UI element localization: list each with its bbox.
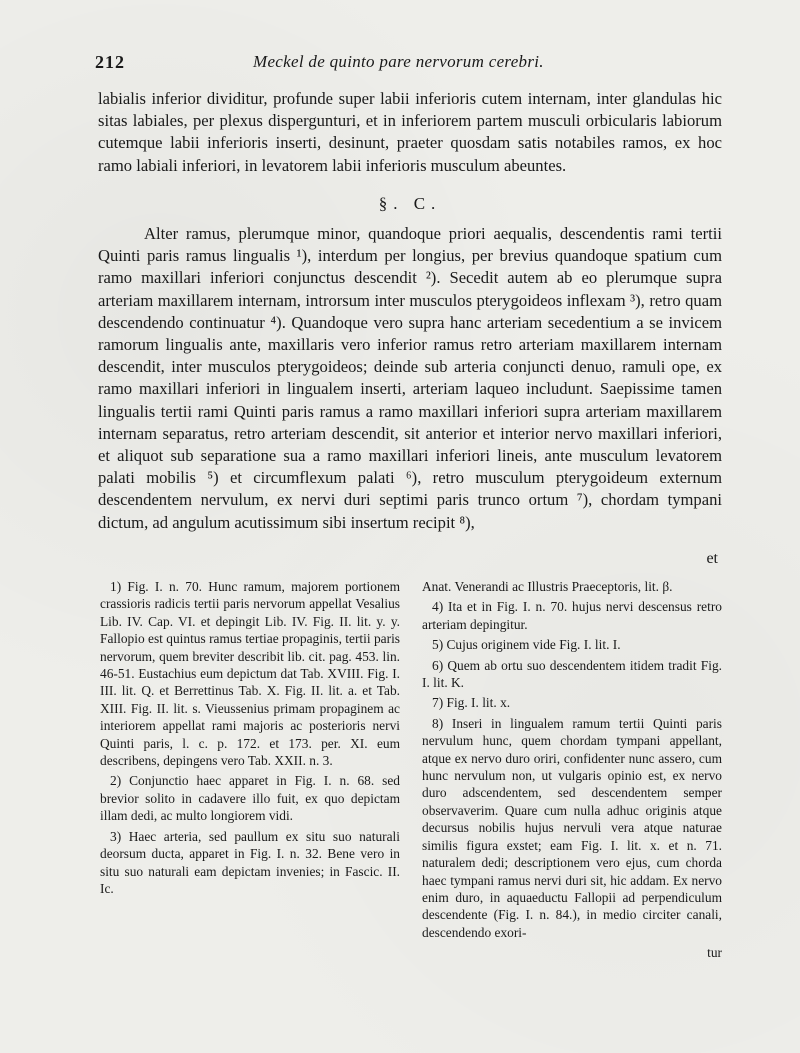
paragraph-2: Alter ramus, plerumque minor, quandoque priori aequalis, descendentis rami tertii Quinti paris ramus lingualis ¹), interdum per longius, per brevius quandoque spatium cum ramo maxillari inferiori conjunctus descendit ²). Secedit autem ab eo plerumque supra arteriam maxillarem internam, introrsum inter musculos pterygoideos inflexam ³), retro quam descendendo continuatur ⁴). Quandoque vero supra hanc arteriam secedentium a se invicem ramorum lingualis ante, maxillaris vero inferior ramus retro arteriam maxillarem internam descendit, inter musculos pterygoideos; deinde sub arteria conjuncti denuo, ramuli ope, ex ramo maxillari inferiori in lingualem inserti, arteriam laqueo includunt. Saepissime tamen lingualis tertii rami Quinti paris ramus a ramo maxillari inferiori supra arteriam maxillarem internam separatus, retro arteriam descendit, sit anterior et interior nervo maxillari inferiori, et aliquot sub separatione sua a ramo maxillari inferiori lineis, ante musculum levatorem palati mobilis ⁵) et circumflexum palati ⁶), retro musculum pterygoideum externum descendentem nervulum, ex nervi duri septimi paris trunco ortum ⁷), chordam tympani dictum, ad angulum acutissimum sibi insertum recipit ⁸), bbox=[98, 224, 722, 532]
footnote-catchword: tur bbox=[707, 945, 722, 961]
footnotes-right-column bbox=[422, 578, 722, 962]
footnote-3-continued: Anat. Venerandi ac Illustris Praeceptoris, lit. β. bbox=[422, 579, 673, 594]
footnote-6: 6) Quem ab ortu suo descendentem itidem tradit Fig. I. lit. K. bbox=[422, 657, 722, 691]
footnote-4: 4) Ita et in Fig. I. n. 70. hujus nervi descensus retro arteriam depingitur. bbox=[422, 599, 722, 632]
footnotes bbox=[100, 578, 726, 1048]
footnote-3: 3) Haec arteria, sed paullum ex situ suo naturali deorsum ducta, apparet in Fig. I. n. 32. Bene vero in situ suo naturali eam depictam invenies; in Fascic. II. Ic. bbox=[100, 828, 400, 896]
page-number: 212 bbox=[95, 52, 125, 72]
page-header bbox=[95, 52, 720, 78]
footnote-1: 1) Fig. I. n. 70. Hunc ramum, majorem portionem crassioris radicis tertii paris nervorum appellat Vesalius Lib. IV. Cap. VI. et depingit Lib. IV. Fig. II. lit. y. y. Fallopio est quintus ramus tertiae propaginis, tertii paris nervorum, quem breviter describit lib. cit. pag. 453. lin. 46-51. Eustachius eum depictum dat Tab. XVIII. Fig. I. III. lit. Q. et Berrettinus Tab. X. Fig. II. lit. a. et Tab. XIII. Fig. II. lit. s. Vieussenius primam propaginem ac interiorem appellat rami majoris ac posterioris nervi Quinti paris, l. c. p. 172. et 173. per. XI. eum describens, depingens vero Tab. XXII. n. 3. bbox=[100, 579, 400, 769]
footnote-7: 7) Fig. I. lit. x. bbox=[432, 695, 511, 711]
main-text bbox=[98, 88, 722, 534]
footnote-8: 8) Inseri in lingualem ramum tertii Quinti paris nervulum hunc, quem chordam tympani appellant, atque ex nervo duro oriri, confidenter nunc assero, cum hunc nervulum non, ut vulgaris opinio est, ex nervo duro adscendentem, sed descendentem semper observaverim. Quare cum nulla adhuc originis atque decursus nobilis hujus nervuli vera atque naturae similis figura exstet; eam Fig. I. lit. x. et n. 71. naturalem dedi; descriptionem vero ejus, cum chorda haec tympani ramus nervi duri sit, hic addam. Ex nervo enim duro, in aquaeductu Fallopii ad perpendiculum descendente (Fig. I. n. 84.), in medio circiter canali, descendendo exori- bbox=[422, 715, 722, 940]
catchword: et bbox=[706, 550, 718, 567]
footnotes-left-column bbox=[100, 578, 400, 900]
paragraph-1: labialis inferior dividitur, profunde super labii inferioris cutem internam, inter glandulas hic sitas labiales, per plexus dispergunturi, et in inferiorem partem musculi orbicularis labiorum cutemque labii inferioris inserti, desinunt, praeter quosdam satis notabiles ramos, ex hoc ramo labiali inferiori, in levatorem labii inferioris musculum abeuntes. bbox=[98, 89, 722, 175]
running-title: Meckel de quinto pare nervorum cerebri. bbox=[253, 52, 544, 71]
section-heading: §. C. bbox=[378, 193, 442, 213]
footnote-5: 5) Cujus originem vide Fig. I. lit. I. bbox=[432, 637, 621, 653]
footnote-2: 2) Conjunctio haec apparet in Fig. I. n. 68. sed brevior solito in cadavere illo fuit, ex quo depictam illam dedi, ac multo longiorem vidi. bbox=[100, 773, 400, 824]
